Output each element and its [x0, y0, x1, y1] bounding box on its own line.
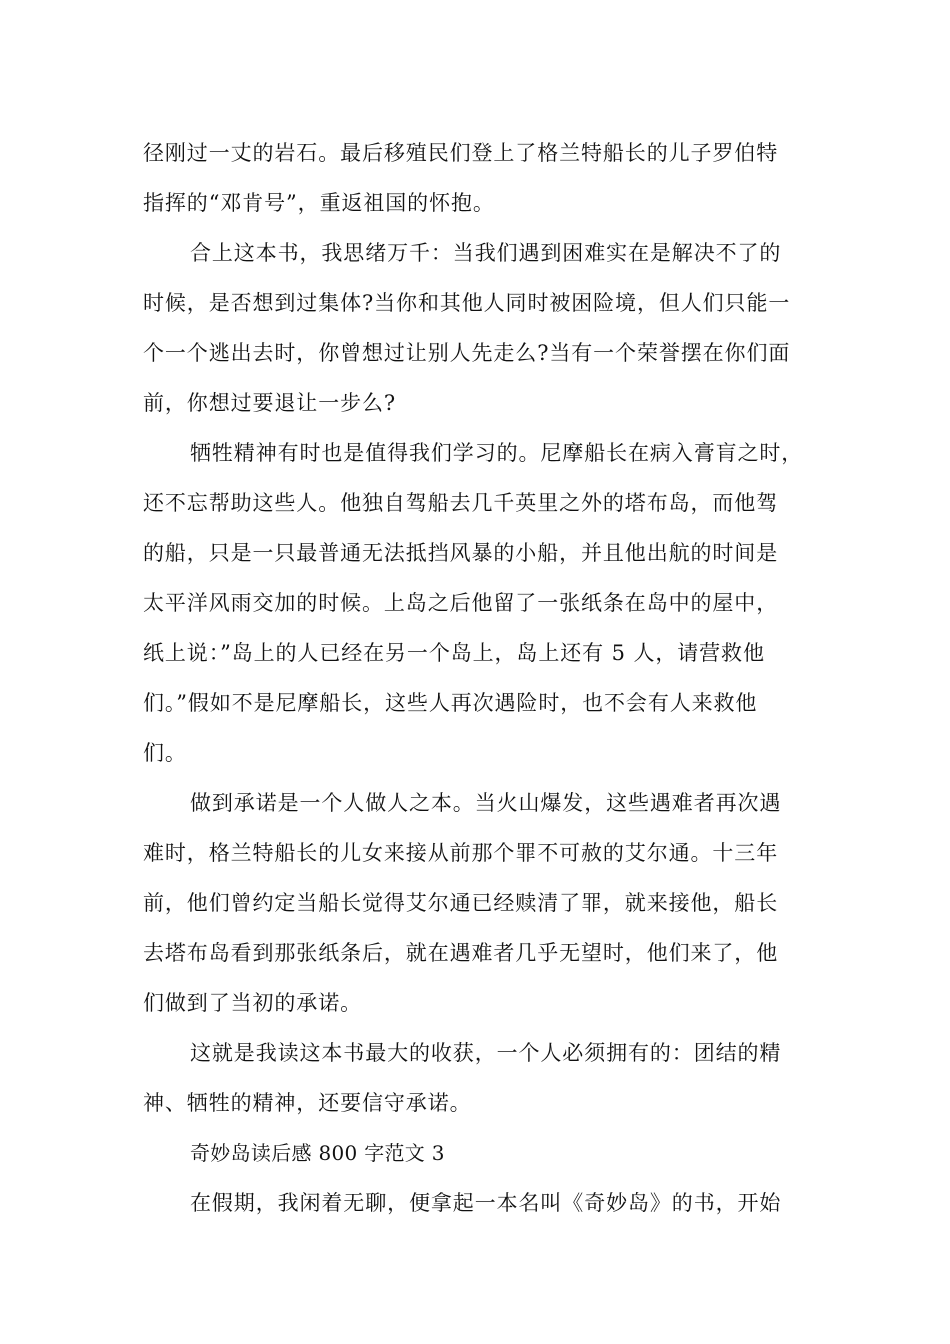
- text-line: 纸上说：”岛上的人已经在另一个岛上，岛上还有 5 人，请营救他: [143, 641, 765, 665]
- paragraph-start-line: 在假期，我闲着无聊，便拿起一本名叫《奇妙岛》的书，开始: [190, 1191, 782, 1215]
- paragraph-start-line: 合上这本书，我思绪万千：当我们遇到困难实在是解决不了的: [190, 241, 782, 265]
- text-line: 们。”假如不是尼摩船长，这些人再次遇险时，也不会有人来救他: [143, 691, 758, 715]
- text-line: 们做到了当初的承诺。: [143, 991, 362, 1015]
- text-line: 个一个逃出去时，你曾想过让别人先走么?当有一个荣誉摆在你们面: [143, 341, 791, 365]
- text-line: 们。: [143, 741, 187, 765]
- text-line: 去塔布岛看到那张纸条后，就在遇难者几乎无望时，他们来了，他: [143, 941, 779, 965]
- paragraph-start-line: 牺牲精神有时也是值得我们学习的。尼摩船长在病入膏肓之时，: [190, 441, 804, 465]
- text-line: 难时，格兰特船长的儿女来接从前那个罪不可赦的艾尔通。十三年: [143, 841, 779, 865]
- text-line: 前，你想过要退让一步么?: [143, 391, 397, 415]
- section-heading: 奇妙岛读后感 800 字范文 3: [190, 1141, 445, 1165]
- document-body: [143, 128, 813, 1228]
- text-line: 太平洋风雨交加的时候。上岛之后他留了一张纸条在岛中的屋中，: [143, 591, 779, 615]
- text-line: 神、牺牲的精神，还要信守承诺。: [143, 1091, 472, 1115]
- text-line: 前，他们曾约定当船长觉得艾尔通已经赎清了罪，就来接他，船长: [143, 891, 779, 915]
- text-line: 时候，是否想到过集体?当你和其他人同时被困险境，但人们只能一: [143, 291, 791, 315]
- text-line: 还不忘帮助这些人。他独自驾船去几千英里之外的塔布岛，而他驾: [143, 491, 779, 515]
- paragraph-start-line: 做到承诺是一个人做人之本。当火山爆发，这些遇难者再次遇: [190, 791, 782, 815]
- text-line: 的船，只是一只最普通无法抵挡风暴的小船，并且他出航的时间是: [143, 541, 779, 565]
- text-line: 指挥的“邓肯号”，重返祖国的怀抱。: [143, 191, 495, 215]
- paragraph-start-line: 这就是我读这本书最大的收获，一个人必须拥有的：团结的精: [190, 1041, 782, 1065]
- text-line: 径刚过一丈的岩石。最后移殖民们登上了格兰特船长的儿子罗伯特: [143, 141, 779, 165]
